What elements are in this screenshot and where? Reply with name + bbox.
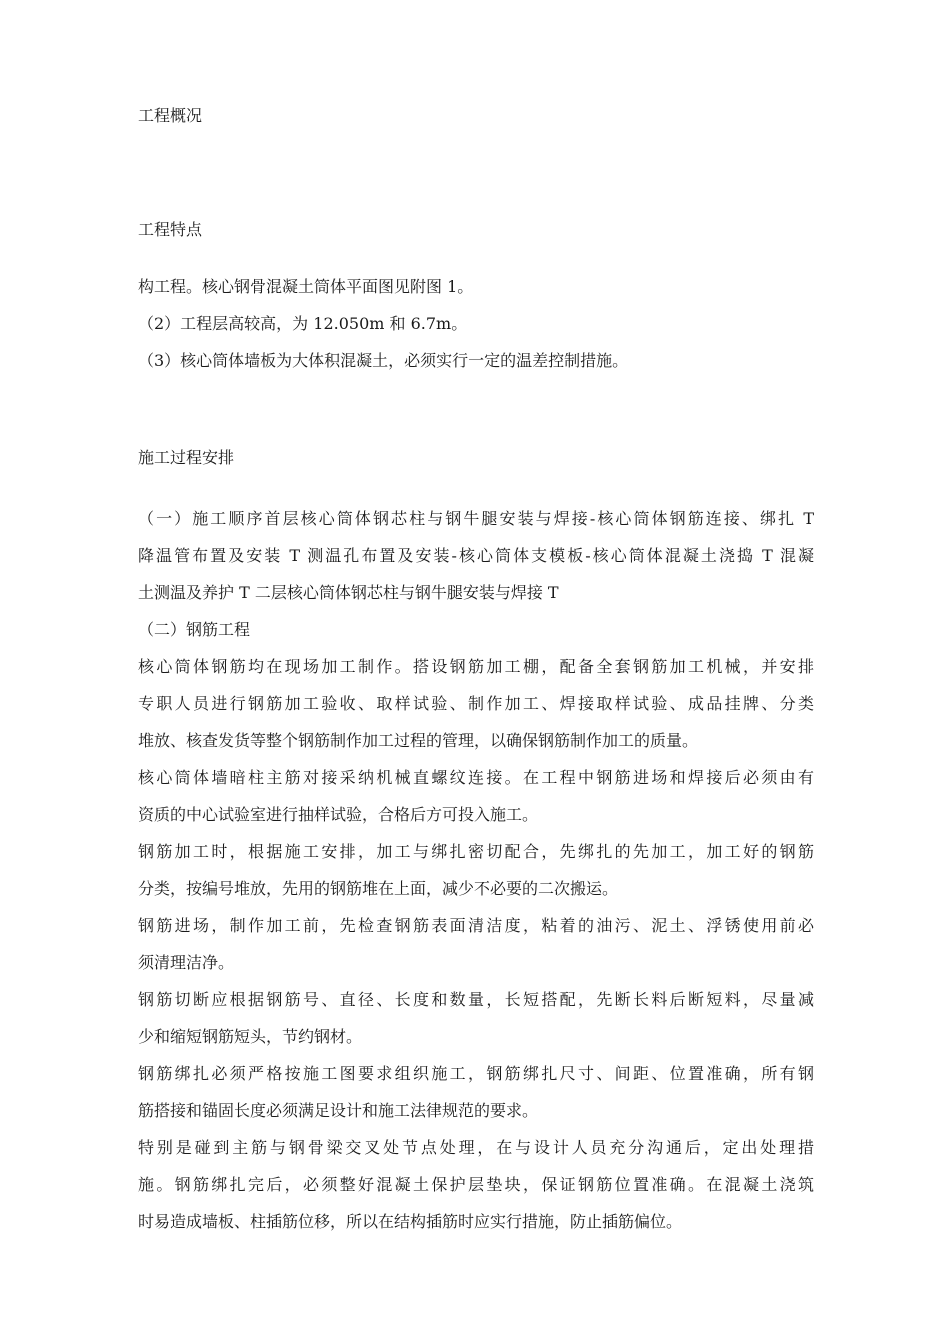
body-line: 须清理洁净。: [138, 953, 235, 972]
heading-features: 工程特点: [138, 220, 203, 239]
features-section: [138, 268, 814, 379]
feature-line: （2）工程层高较高，为 12.050m 和 6.7m。: [138, 314, 468, 333]
body-line: 时易造成墙板、柱插筋位移，所以在结构插筋时应实行措施，防止插筋偏位。: [138, 1212, 683, 1231]
body-line: 钢筋进场，制作加工前，先检查钢筋表面清洁度，粘着的油污、泥土、浮锈使用前必: [138, 916, 814, 935]
body-line: 分类，按编号堆放，先用的钢筋堆在上面，减少不必要的二次搬运。: [138, 879, 619, 898]
arrangement-section: [138, 500, 814, 1240]
feature-line: 构工程。核心钢骨混凝土筒体平面图见附图 1。: [138, 277, 474, 296]
body-line: 特别是碰到主筋与钢骨梁交叉处节点处理，在与设计人员充分沟通后，定出处理措: [138, 1138, 814, 1157]
body-line: 堆放、核查发货等整个钢筋制作加工过程的管理，以确保钢筋制作加工的质量。: [138, 731, 699, 750]
heading-overview: 工程概况: [138, 106, 203, 125]
body-line: 钢筋绑扎必须严格按施工图要求组织施工，钢筋绑扎尺寸、间距、位置准确，所有钢: [138, 1064, 814, 1083]
body-line: 钢筋加工时，根据施工安排，加工与绑扎密切配合，先绑扎的先加工，加工好的钢筋: [138, 842, 814, 861]
body-line: （一）施工顺序首层核心筒体钢芯柱与钢牛腿安装与焊接-核心筒体钢筋连接、绑扎 T: [138, 509, 814, 528]
body-line: 核心筒体钢筋均在现场加工制作。搭设钢筋加工棚，配备全套钢筋加工机械，并安排: [138, 657, 814, 676]
feature-line: （3）核心筒体墙板为大体积混凝土，必须实行一定的温差控制措施。: [138, 351, 629, 370]
heading-arrangement: 施工过程安排: [138, 448, 235, 467]
body-line: 筋搭接和锚固长度必须满足设计和施工法律规范的要求。: [138, 1101, 539, 1120]
body-line: 专职人员进行钢筋加工验收、取样试验、制作加工、焊接取样试验、成品挂牌、分类: [138, 694, 814, 713]
body-line: 核心筒体墙暗柱主筋对接采纳机械直螺纹连接。在工程中钢筋进场和焊接后必须由有: [138, 768, 814, 787]
body-line: 少和缩短钢筋短头，节约钢材。: [138, 1027, 363, 1046]
subheading-rebar: （二）钢筋工程: [138, 620, 251, 639]
body-line: 土测温及养护 T 二层核心筒体钢芯柱与钢牛腿安装与焊接 T: [138, 583, 559, 602]
body-line: 资质的中心试验室进行抽样试验，合格后方可投入施工。: [138, 805, 539, 824]
body-line: 钢筋切断应根据钢筋号、直径、长度和数量，长短搭配，先断长料后断短料，尽量减: [138, 990, 814, 1009]
body-line: 施。钢筋绑扎完后，必须整好混凝土保护层垫块，保证钢筋位置准确。在混凝土浇筑: [138, 1175, 814, 1194]
body-line: 降温管布置及安装 T 测温孔布置及安装-核心筒体支模板-核心筒体混凝土浇捣 T 混凝: [138, 546, 814, 565]
